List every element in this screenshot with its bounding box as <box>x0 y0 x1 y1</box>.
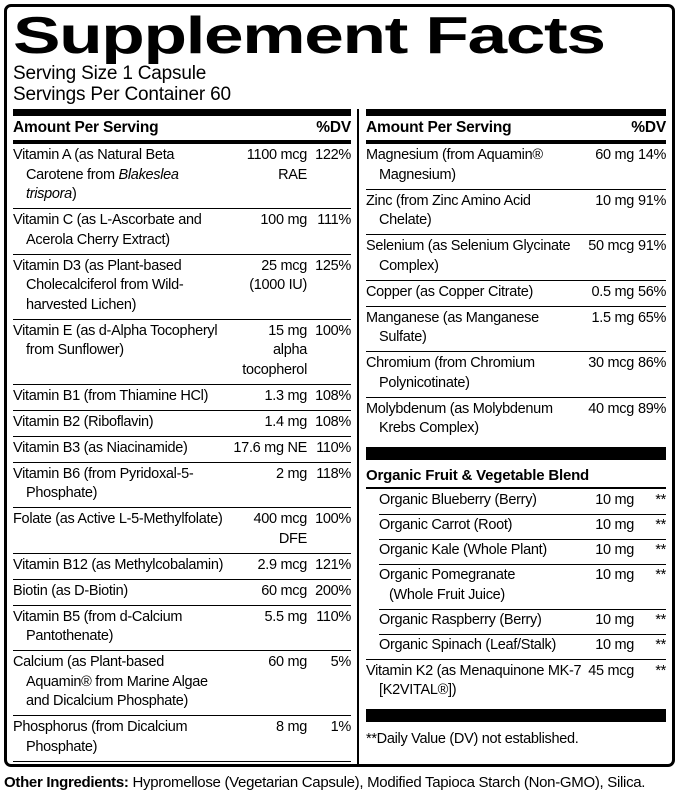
daily-value: 5% <box>330 654 351 670</box>
amount-value <box>586 283 634 303</box>
ingredient-name-text: Copper (as Copper Citrate) <box>366 283 534 300</box>
amount-line: 10 mg <box>595 636 634 653</box>
amount-value <box>233 439 307 459</box>
ingredient-name-text: Manganese (as Manganese Sulfate) <box>366 309 539 345</box>
amount-value <box>233 465 307 504</box>
table-row <box>366 280 666 306</box>
amount-line <box>233 764 307 768</box>
ingredient-name-text: Vitamin A (as Natural Beta Carotene from <box>13 147 175 183</box>
amount-line: 30 mcg <box>588 355 634 371</box>
daily-value: 56% <box>638 283 667 300</box>
ingredient-name <box>13 439 229 459</box>
amount-value <box>586 491 634 511</box>
table-row <box>13 761 351 768</box>
ingredient-name <box>13 465 229 504</box>
amount-value <box>233 582 307 602</box>
table-row <box>366 609 666 634</box>
amount-line: 10 mg <box>595 611 634 628</box>
ingredient-name-text: Vitamin B3 (as Niacinamide) <box>13 439 188 456</box>
table-row <box>366 234 666 280</box>
table-row <box>366 539 666 564</box>
amount-line: DFE <box>278 530 307 547</box>
amount-line: 2 mg <box>275 465 307 482</box>
ingredient-name-text <box>13 765 224 768</box>
percent-dv-header: %DV <box>316 119 351 136</box>
daily-value: 110% <box>316 439 351 456</box>
other-ingredients <box>4 773 675 792</box>
ingredient-name <box>13 146 229 205</box>
amount-line: 1.3 mg <box>264 387 307 404</box>
table-row <box>13 410 351 436</box>
daily-value: 65% <box>638 309 667 326</box>
ingredient-name <box>13 582 229 602</box>
daily-value: 91% <box>638 238 667 254</box>
ingredient-name-text: Vitamin B12 (as Methylcobalamin) <box>13 556 224 573</box>
ingredient-name <box>13 608 229 647</box>
dv-footnote: **Daily Value (DV) not established. <box>366 731 579 747</box>
ingredient-name <box>366 309 582 348</box>
ingredient-name <box>13 718 229 757</box>
amount-line: RAE <box>278 166 307 183</box>
ingredient-name-text: Vitamin B1 (from Thiamine HCl) <box>13 387 209 404</box>
amount-line: 45 mcg <box>588 662 634 679</box>
amount-line: 100 mg <box>260 212 307 228</box>
amount-value <box>586 636 634 656</box>
other-ingredients-label: Other Ingredients: <box>4 774 129 791</box>
daily-value: ** <box>655 517 666 533</box>
ingredient-name-text: Calcium (as Plant-based Aquamin® from Marine Algae and Dicalcium Phosphate) <box>13 654 208 709</box>
ingredient-name <box>13 413 229 433</box>
ingredient-name-text: Biotin (as D-Biotin) <box>13 582 128 599</box>
amount-value <box>233 322 307 381</box>
table-row <box>13 436 351 462</box>
amount-line: 60 mcg <box>261 582 307 599</box>
ingredient-name-text: Organic Pomegranate <box>379 567 516 583</box>
amount-value <box>586 516 634 536</box>
daily-value: 111% <box>317 212 351 228</box>
ingredient-name-text: Organic Spinach (Leaf/Stalk) <box>379 636 556 653</box>
amount-value <box>586 611 634 631</box>
ingredient-name-text: Magnesium (from Aquamin® Magnesium) <box>366 147 543 183</box>
amount-value <box>586 146 634 185</box>
table-row <box>366 397 666 443</box>
amount-value <box>586 309 634 348</box>
amount-line: 1100 mcg <box>246 147 307 163</box>
daily-value: 118% <box>316 465 351 482</box>
left-rows <box>13 144 351 767</box>
daily-value: 122% <box>315 147 351 163</box>
table-row <box>13 605 351 651</box>
ingredient-name-text: Selenium (as Selenium Glycinate Complex) <box>366 238 571 274</box>
amount-value <box>233 387 307 407</box>
ingredient-name-text: Zinc (from Zinc Amino Acid Chelate) <box>366 192 531 228</box>
ingredient-name <box>13 764 229 768</box>
ingredient-name-text: Chromium (from Chromium Polynicotinate) <box>366 355 535 391</box>
daily-value: 1% <box>330 719 351 735</box>
ingredient-name <box>13 556 229 576</box>
ingredient-name-italic: Blakeslea trispora <box>26 166 179 202</box>
ingredient-name <box>379 516 582 536</box>
amount-line: 2.9 mcg <box>257 556 307 573</box>
daily-value: 100% <box>315 322 351 339</box>
serving-size-line: Serving Size 1 Capsule <box>13 63 207 84</box>
amount-line: 5.5 mg <box>264 608 307 625</box>
table-row <box>366 634 666 659</box>
ingredient-name <box>379 541 582 561</box>
daily-value: 200% <box>315 582 351 599</box>
ingredient-name <box>366 662 582 701</box>
daily-value: 108% <box>315 387 351 404</box>
ingredient-name-text: Vitamin B2 (Riboflavin) <box>13 413 154 430</box>
table-row <box>13 319 351 384</box>
right-column-header <box>366 116 666 139</box>
daily-value: ** <box>655 662 666 679</box>
amount-line: 25 mcg <box>261 257 307 274</box>
ingredient-name <box>366 283 582 303</box>
daily-value: ** <box>655 567 666 583</box>
table-row <box>13 208 351 254</box>
amount-line: 400 mcg <box>253 511 307 527</box>
table-row <box>13 384 351 410</box>
amount-value <box>233 653 307 712</box>
table-row <box>366 514 666 539</box>
amount-line: 50 mcg <box>588 238 634 254</box>
daily-value: 86% <box>638 355 667 371</box>
daily-value: ** <box>655 636 666 653</box>
ingredient-name-text: Folate (as Active L-5-Methylfolate) <box>13 511 223 527</box>
daily-value: 125% <box>315 257 351 274</box>
amount-value <box>586 400 634 439</box>
amount-line: 17.6 mg NE <box>233 439 307 456</box>
ingredient-name-text: Vitamin C (as L-Ascorbate and Acerola Cherry Extract) <box>13 212 202 248</box>
ingredient-name-text: ) <box>71 186 77 202</box>
section-divider-bar <box>13 109 351 116</box>
facts-columns <box>13 109 666 764</box>
ingredient-name-text: Organic Carrot (Root) <box>379 517 513 533</box>
ingredient-name-text: Vitamin D3 (as Plant-based Cholecalciferol from Wild-harvested Lichen) <box>13 257 184 313</box>
amount-value <box>586 192 634 231</box>
ingredient-name <box>13 211 229 250</box>
amount-value <box>233 718 307 757</box>
amount-line: 15 mg alpha <box>268 322 307 358</box>
left-column <box>13 109 357 764</box>
table-row <box>13 462 351 508</box>
ingredient-name <box>13 510 229 549</box>
amount-line: 40 mcg <box>588 400 634 417</box>
amount-line: tocopherol <box>242 361 307 378</box>
section-divider-bar <box>366 709 666 722</box>
amount-value <box>586 237 634 276</box>
table-row <box>366 351 666 397</box>
daily-value: 110% <box>316 608 351 625</box>
table-row <box>366 489 666 514</box>
amount-per-serving-header: Amount Per Serving <box>13 119 159 136</box>
mineral-rows <box>366 144 666 442</box>
amount-line: (1000 IU) <box>249 277 307 293</box>
table-row <box>13 553 351 579</box>
percent-dv-header: %DV <box>631 119 666 136</box>
blend-section-header: Organic Fruit & Vegetable Blend <box>366 463 666 489</box>
amount-value <box>586 541 634 561</box>
supplement-facts-panel <box>4 4 675 767</box>
daily-value: 89% <box>638 400 667 417</box>
amount-value <box>233 146 307 205</box>
daily-value: 14% <box>638 147 667 163</box>
amount-value <box>233 764 307 768</box>
amount-line: 8 mg <box>275 719 307 735</box>
section-divider-bar <box>366 109 666 116</box>
section-divider-bar <box>366 447 666 460</box>
amount-line: 1.5 mg <box>591 309 634 326</box>
ingredient-name <box>366 400 582 439</box>
ingredient-name <box>379 636 582 656</box>
daily-value: ** <box>655 542 666 558</box>
amount-line: 10 mg <box>595 492 634 508</box>
table-row <box>13 144 351 208</box>
amount-line: 10 mg <box>595 517 634 533</box>
table-row <box>13 254 351 319</box>
ingredient-name <box>13 387 229 407</box>
ingredient-name-text: Organic Kale (Whole Plant) <box>379 542 547 558</box>
amount-value <box>233 510 307 549</box>
daily-value: ** <box>655 611 666 628</box>
ingredient-name-text: Vitamin B5 (from d-Calcium Pantothenate) <box>13 608 183 644</box>
table-row <box>366 144 666 189</box>
amount-line: 10 mg <box>595 192 634 209</box>
daily-value: ** <box>655 492 666 508</box>
daily-value <box>311 764 351 768</box>
ingredient-name <box>366 354 582 393</box>
ingredient-name <box>366 237 582 276</box>
table-row <box>366 189 666 235</box>
amount-line: 1.4 mg <box>264 413 307 430</box>
table-row <box>13 650 351 715</box>
ingredient-name-text: Vitamin K2 (as Menaquinone MK-7 [K2VITAL®]) <box>366 662 582 698</box>
amount-value <box>586 566 634 605</box>
ingredient-name <box>366 146 582 185</box>
amount-value <box>233 608 307 647</box>
left-column-header <box>13 116 351 139</box>
daily-value: 108% <box>315 413 351 430</box>
page-title: Supplement Facts <box>13 7 605 65</box>
amount-value <box>233 413 307 433</box>
amount-line: 10 mg <box>595 542 634 558</box>
amount-value <box>586 354 634 393</box>
blend-rows <box>366 489 666 704</box>
ingredient-name <box>379 491 582 511</box>
ingredient-name-text: Organic Raspberry (Berry) <box>379 611 542 628</box>
daily-value: 91% <box>638 192 667 209</box>
ingredient-name-text: Organic Blueberry (Berry) <box>379 492 537 508</box>
ingredient-name <box>13 257 229 316</box>
table-row <box>13 579 351 605</box>
table-row <box>366 306 666 352</box>
amount-line: 0.5 mg <box>591 283 634 300</box>
ingredient-name-line2: (Whole Fruit Juice) <box>389 586 505 603</box>
servings-per-container-line: Servings Per Container 60 <box>13 84 231 105</box>
right-column <box>359 109 666 764</box>
ingredient-name-text: Vitamin B6 (from Pyridoxal-5-Phosphate) <box>13 465 194 501</box>
daily-value: 121% <box>315 556 351 573</box>
ingredient-name-text: Molybdenum (as Molybdenum Krebs Complex) <box>366 400 553 436</box>
ingredient-name-text: Phosphorus (from Dicalcium Phosphate) <box>13 719 188 755</box>
table-row <box>366 564 666 609</box>
other-ingredients-text: Hypromellose (Vegetarian Capsule), Modified Tapioca Starch (Non-GMO), Silica. <box>128 774 646 791</box>
ingredient-name <box>379 566 582 605</box>
amount-line: 60 mg <box>595 147 634 163</box>
ingredient-name-text: Vitamin E (as d-Alpha Tocopheryl from Sunflower) <box>13 322 218 358</box>
table-row <box>13 715 351 761</box>
amount-line: 10 mg <box>595 567 634 583</box>
daily-value: 100% <box>315 511 351 527</box>
amount-value <box>233 556 307 576</box>
ingredient-name <box>366 192 582 231</box>
ingredient-name <box>379 611 582 631</box>
amount-value <box>586 662 634 701</box>
ingredient-name <box>13 653 229 712</box>
amount-per-serving-header: Amount Per Serving <box>366 119 512 136</box>
table-row <box>366 659 666 705</box>
amount-value <box>233 211 307 250</box>
amount-line: 60 mg <box>268 654 307 670</box>
amount-value <box>233 257 307 316</box>
table-row <box>13 507 351 553</box>
ingredient-name <box>13 322 229 381</box>
